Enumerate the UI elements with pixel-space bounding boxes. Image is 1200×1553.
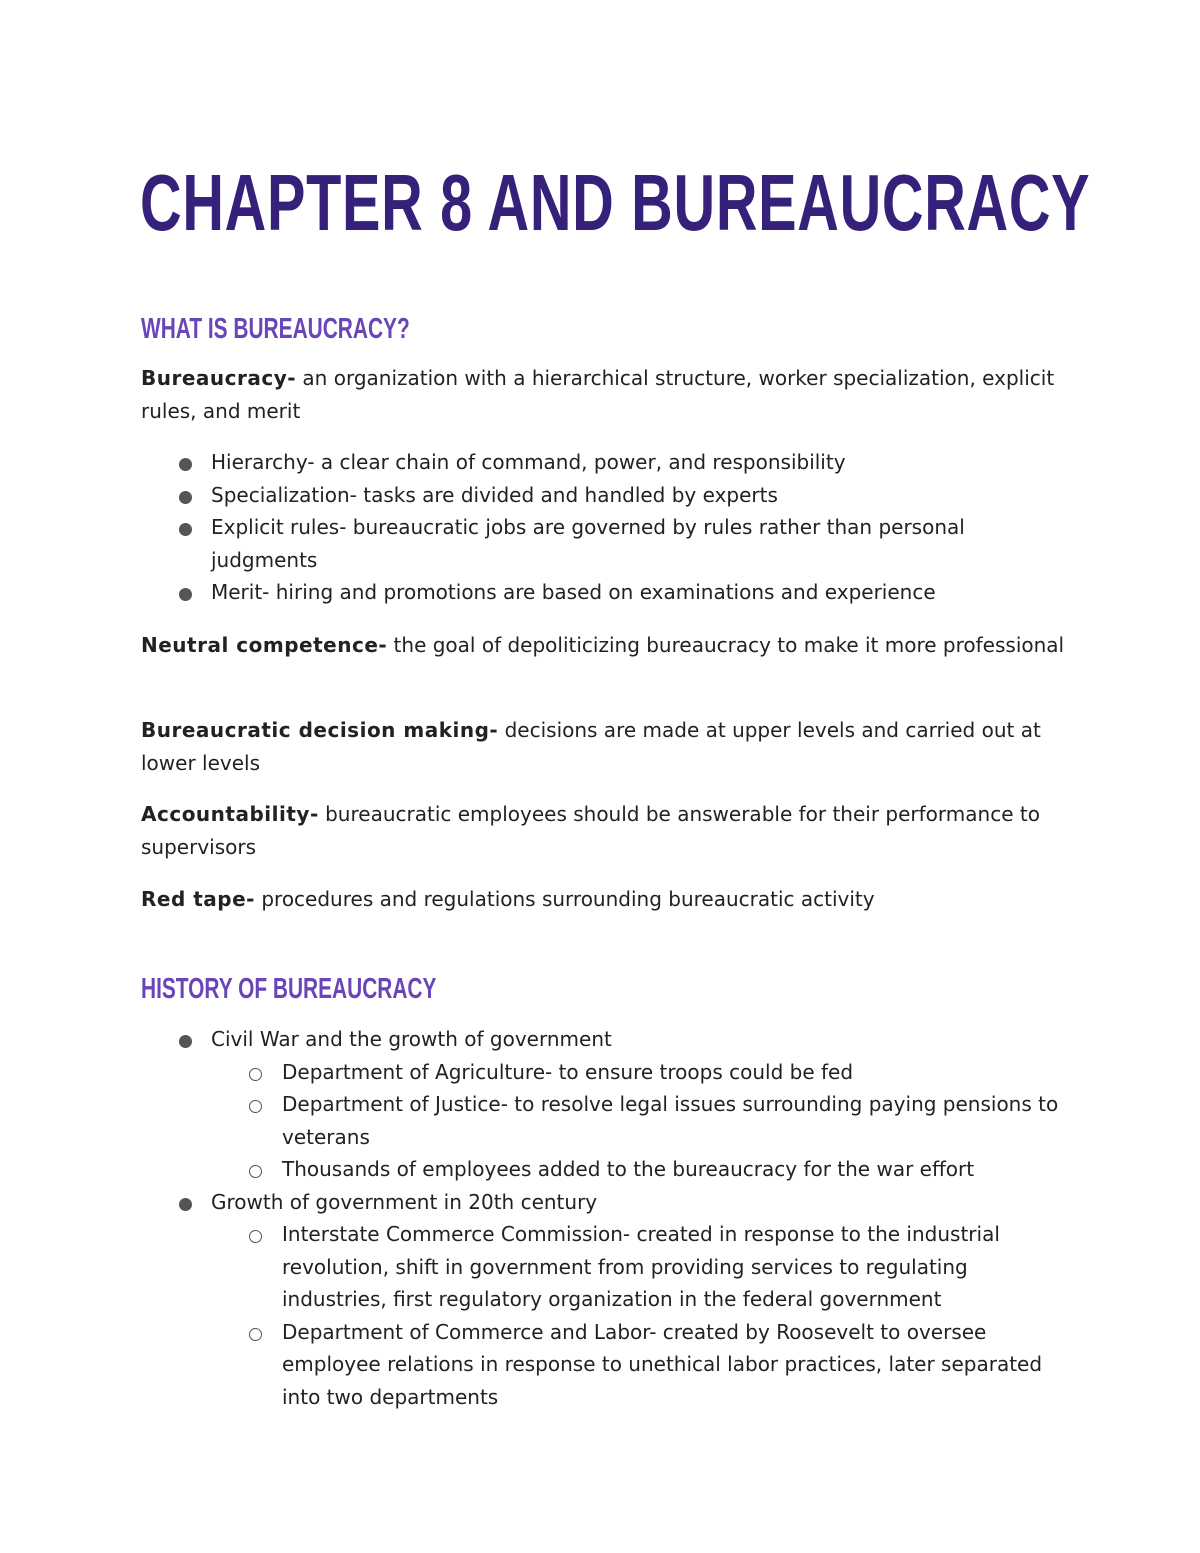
term-text: bureaucratic employees should be answerable for their performance to supervisors <box>141 802 1040 859</box>
history-list <box>141 1023 1071 1413</box>
list-item: Specialization- tasks are divided and handled by experts <box>141 479 1071 512</box>
sub-list-item: Interstate Commerce Commission- created in response to the industrial revolution, shift in government from providing services to regulating industries, first regulatory organization in the federal government <box>141 1218 1071 1316</box>
definition-red-tape <box>141 883 1071 916</box>
definition-accountability <box>141 798 1071 863</box>
term-text: an organization with a hierarchical structure, worker specialization, explicit rules, and merit <box>141 366 1055 423</box>
definition-bureaucratic-decision-making <box>141 714 1071 779</box>
list-item: Civil War and the growth of government <box>141 1023 1071 1056</box>
term-label: Accountability- <box>141 802 319 826</box>
list-item: Growth of government in 20th century <box>141 1186 1071 1219</box>
definition-neutral-competence <box>141 629 1071 662</box>
term-label: Bureaucracy- <box>141 366 297 390</box>
term-text: the goal of depoliticizing bureaucracy to make it more professional <box>387 633 1065 657</box>
sub-list-item: Department of Agriculture- to ensure troops could be fed <box>141 1056 1071 1089</box>
term-label: Neutral competence- <box>141 633 388 657</box>
sub-list-item: Department of Justice- to resolve legal issues surrounding paying pensions to veterans <box>141 1088 1071 1153</box>
list-item: Hierarchy- a clear chain of command, power, and responsibility <box>141 446 1071 479</box>
section-heading-what-is-bureaucracy: WHAT IS BUREAUCRACY? <box>141 313 410 345</box>
term-text: decisions are made at upper levels and carried out at lower levels <box>141 718 1041 775</box>
bureaucracy-traits-list <box>141 446 1071 609</box>
definition-bureaucracy <box>141 362 1071 427</box>
term-label: Red tape- <box>141 887 255 911</box>
list-item: Merit- hiring and promotions are based on examinations and experience <box>141 576 1071 609</box>
sub-list-item: Department of Commerce and Labor- created by Roosevelt to oversee employee relations in response to unethical labor practices, later separated into two departments <box>141 1316 1071 1414</box>
term-label: Bureaucratic decision making- <box>141 718 499 742</box>
term-text: procedures and regulations surrounding bureaucratic activity <box>254 887 875 911</box>
list-item: Explicit rules- bureaucratic jobs are governed by rules rather than personal judgments <box>141 511 1071 576</box>
sub-list-item: Thousands of employees added to the bureaucracy for the war effort <box>141 1153 1071 1186</box>
page-title: CHAPTER 8 AND BUREAUCRACY <box>140 158 1091 247</box>
section-heading-history-of-bureaucracy: HISTORY OF BUREAUCRACY <box>141 973 437 1005</box>
